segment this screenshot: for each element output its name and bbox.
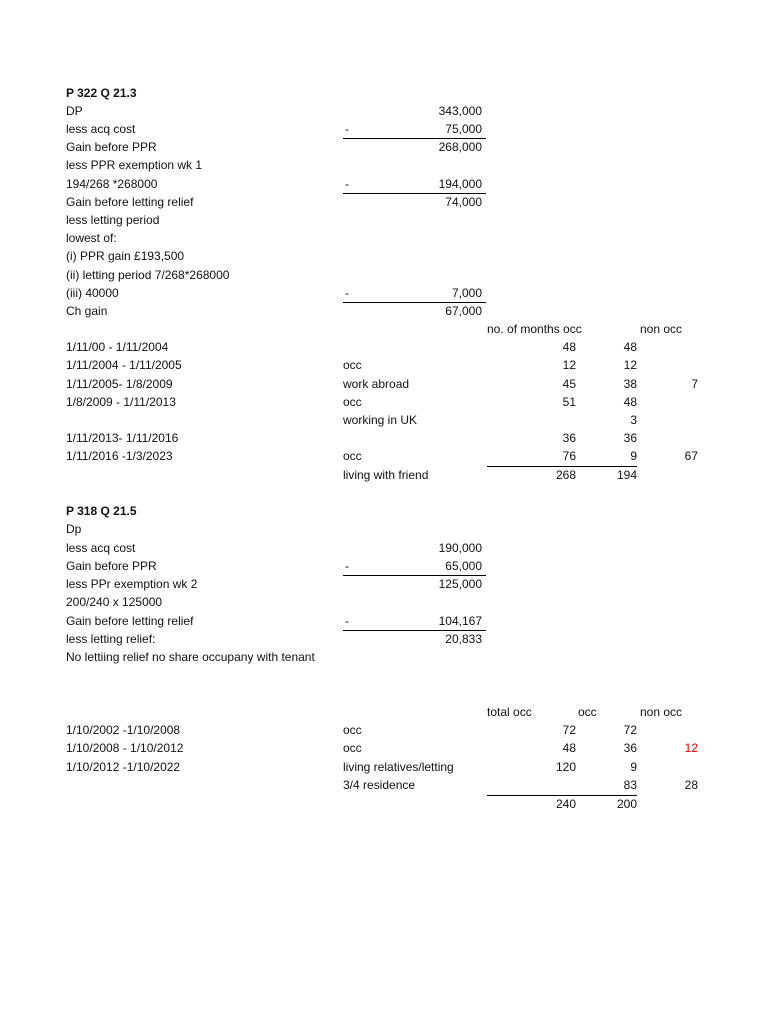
q1-table-header — [0, 320, 768, 338]
q1-line-dash: - — [345, 122, 349, 136]
occ-cell: 12 — [623, 358, 637, 372]
q2-line-value: 190,000 — [438, 541, 482, 555]
period-cell: 1/11/2004 - 1/11/2005 — [66, 358, 182, 372]
occ-cell: 36 — [623, 741, 637, 755]
table-row — [0, 429, 768, 447]
q1-line-value: 74,000 — [445, 195, 482, 209]
non-occ-cell: 7 — [691, 377, 698, 391]
q2-line-label: No lettiing relief no share occupany with tenant — [66, 650, 315, 664]
table-row — [0, 776, 768, 794]
table-row — [0, 447, 768, 465]
table-row — [0, 739, 768, 757]
occ-cell: 36 — [623, 431, 637, 445]
table-row — [0, 393, 768, 411]
desc-cell: work abroad — [343, 377, 410, 391]
q2-line-row — [0, 539, 768, 557]
q2-title-row — [0, 502, 768, 520]
q2-header-non-occ: non occ — [640, 705, 683, 719]
months-cell: 51 — [562, 395, 576, 409]
q2-line-row — [0, 520, 768, 538]
q1-line-label: Ch gain — [66, 304, 108, 318]
occ-cell: 200 — [616, 797, 637, 811]
desc-cell: 3/4 residence — [343, 778, 416, 792]
q1-line-label: (ii) letting period 7/268*268000 — [66, 268, 230, 282]
occ-cell: 194 — [616, 468, 637, 482]
q1-line-value: 67,000 — [445, 304, 482, 318]
months-cell: 76 — [562, 449, 576, 463]
q1-line-label: (i) PPR gain £193,500 — [66, 249, 185, 263]
table-row — [0, 338, 768, 356]
q1-line-row — [0, 120, 768, 138]
q1-line-value: 7,000 — [451, 286, 482, 300]
q1-title-row — [0, 84, 768, 102]
q1-line-label: Gain before PPR — [66, 140, 157, 154]
q1-line-label: DP — [66, 104, 83, 118]
total-cell: 72 — [562, 723, 576, 737]
non-occ-cell-highlight: 12 — [684, 741, 698, 755]
q1-line-value: 194,000 — [438, 177, 482, 191]
desc-cell: living with friend — [343, 468, 429, 482]
q2-line-row — [0, 575, 768, 593]
q2-line-dash: - — [345, 559, 349, 573]
q1-line-row — [0, 284, 768, 302]
table-row — [0, 375, 768, 393]
q1-line-label: lowest of: — [66, 231, 117, 245]
period-cell: 1/10/2002 -1/10/2008 — [66, 723, 181, 737]
occ-cell: 9 — [630, 449, 637, 463]
period-cell: 1/11/2016 -1/3/2023 — [66, 449, 173, 463]
desc-cell: living relatives/letting — [343, 760, 454, 774]
q1-line-dash: - — [345, 286, 349, 300]
occ-cell: 38 — [623, 377, 637, 391]
period-cell: 1/11/2013- 1/11/2016 — [66, 431, 179, 445]
q2-line-label: less letting relief: — [66, 632, 156, 646]
q2-line-dash: - — [345, 614, 349, 628]
months-cell: 36 — [562, 431, 576, 445]
q2-line-label: Gain before PPR — [66, 559, 157, 573]
total-cell: 120 — [555, 760, 576, 774]
period-cell: 1/11/00 - 1/11/2004 — [66, 340, 169, 354]
q1-line-row — [0, 175, 768, 193]
occ-cell: 9 — [630, 760, 637, 774]
desc-cell: occ — [343, 741, 362, 755]
q2-line-label: Dp — [66, 522, 82, 536]
table-row — [0, 795, 768, 813]
q1-line-dash: - — [345, 177, 349, 191]
q1-line-value: 268,000 — [438, 140, 482, 154]
q1-line-label: (iii) 40000 — [66, 286, 119, 300]
occ-cell: 48 — [623, 340, 637, 354]
months-cell: 268 — [555, 468, 576, 482]
q2-line-row — [0, 557, 768, 575]
table-row — [0, 356, 768, 374]
q1-line-row — [0, 102, 768, 120]
desc-cell: occ — [343, 449, 362, 463]
q1-title: P 322 Q 21.3 — [66, 86, 137, 100]
q2-line-row — [0, 593, 768, 611]
q1-line-row — [0, 266, 768, 284]
q1-line-row — [0, 302, 768, 320]
q1-line-label: less acq cost — [66, 122, 136, 136]
table-row — [0, 721, 768, 739]
q1-line-row — [0, 156, 768, 174]
q2-line-row — [0, 630, 768, 648]
total-cell: 240 — [555, 797, 576, 811]
months-cell: 48 — [562, 340, 576, 354]
table-row — [0, 466, 768, 484]
desc-cell: occ — [343, 395, 362, 409]
q1-line-row — [0, 211, 768, 229]
q1-line-row — [0, 138, 768, 156]
q1-line-value: 75,000 — [445, 122, 482, 136]
table-row — [0, 411, 768, 429]
non-occ-cell: 67 — [684, 449, 698, 463]
q2-line-label: Gain before letting relief — [66, 614, 194, 628]
desc-cell: working in UK — [343, 413, 418, 427]
q1-line-label: less PPR exemption wk 1 — [66, 158, 203, 172]
q1-header-months-occ: no. of months occ — [487, 322, 582, 336]
desc-cell: occ — [343, 723, 362, 737]
occ-cell: 48 — [623, 395, 637, 409]
period-cell: 1/11/2005- 1/8/2009 — [66, 377, 173, 391]
desc-cell: occ — [343, 358, 362, 372]
q1-line-value: 343,000 — [438, 104, 482, 118]
period-cell: 1/10/2008 - 1/10/2012 — [66, 741, 184, 755]
q2-title: P 318 Q 21.5 — [66, 504, 137, 518]
q2-line-row — [0, 648, 768, 666]
q2-line-label: less acq cost — [66, 541, 136, 555]
q2-line-value: 65,000 — [445, 559, 482, 573]
table-row — [0, 758, 768, 776]
months-cell: 45 — [562, 377, 576, 391]
q2-line-label: 200/240 x 125000 — [66, 595, 163, 609]
occ-cell: 3 — [630, 413, 637, 427]
q1-line-row — [0, 247, 768, 265]
q2-header-total-occ: total occ — [487, 705, 532, 719]
months-cell: 12 — [562, 358, 576, 372]
q2-header-occ: occ — [578, 705, 597, 719]
q2-table-header — [0, 703, 768, 721]
non-occ-cell: 28 — [684, 778, 698, 792]
q1-line-row — [0, 193, 768, 211]
occ-cell: 83 — [623, 778, 637, 792]
q2-line-value: 125,000 — [438, 577, 482, 591]
q1-line-label: 194/268 *268000 — [66, 177, 158, 191]
q2-line-label: less PPr exemption wk 2 — [66, 577, 198, 591]
total-cell: 48 — [562, 741, 576, 755]
q1-header-non-occ: non occ — [640, 322, 683, 336]
q2-line-value: 20,833 — [445, 632, 482, 646]
period-cell: 1/8/2009 - 1/11/2013 — [66, 395, 176, 409]
occ-cell: 72 — [623, 723, 637, 737]
q2-line-value: 104,167 — [438, 614, 482, 628]
q1-line-label: less letting period — [66, 213, 160, 227]
q2-line-row — [0, 612, 768, 630]
period-cell: 1/10/2012 -1/10/2022 — [66, 760, 181, 774]
q1-line-label: Gain before letting relief — [66, 195, 194, 209]
q1-line-row — [0, 229, 768, 247]
